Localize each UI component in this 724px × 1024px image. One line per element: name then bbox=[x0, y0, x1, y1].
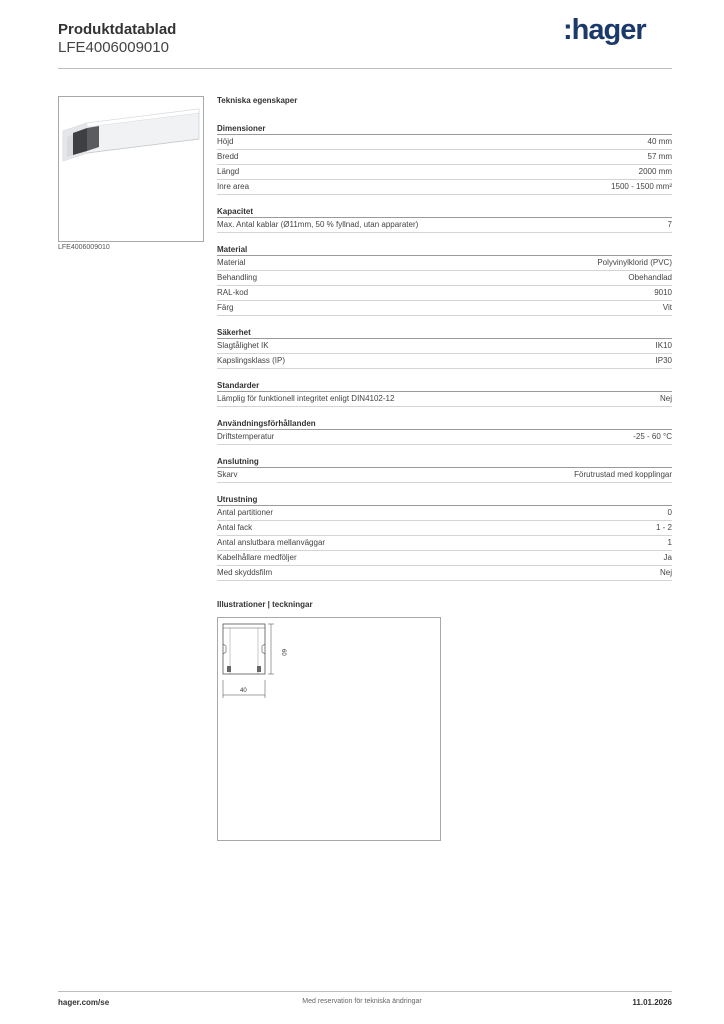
spec-value: 7 bbox=[667, 220, 672, 229]
spec-value: 1 bbox=[667, 538, 672, 547]
spec-group-title: Säkerhet bbox=[217, 327, 672, 339]
profile-drawing-icon bbox=[218, 618, 440, 840]
spec-row bbox=[217, 271, 672, 286]
spec-row bbox=[217, 256, 672, 271]
spec-value: IP30 bbox=[655, 356, 672, 365]
header-divider bbox=[58, 68, 672, 69]
spec-group-dimensions bbox=[217, 123, 672, 195]
spec-value: Ja bbox=[663, 553, 672, 562]
spec-value: 1500 - 1500 mm² bbox=[611, 182, 672, 191]
spec-row bbox=[217, 506, 672, 521]
spec-value: 2000 mm bbox=[638, 167, 672, 176]
spec-row bbox=[217, 301, 672, 316]
spec-label: Material bbox=[217, 258, 246, 267]
spec-value: Polyvinylklorid (PVC) bbox=[597, 258, 672, 267]
spec-group-title: Utrustning bbox=[217, 494, 672, 506]
spec-value: 40 mm bbox=[647, 137, 672, 146]
spec-label: Antal partitioner bbox=[217, 508, 274, 517]
spec-group-capacity bbox=[217, 206, 672, 233]
spec-value: Nej bbox=[659, 568, 672, 577]
spec-row bbox=[217, 430, 672, 445]
spec-label: Kapslingsklass (IP) bbox=[217, 356, 286, 365]
spec-row bbox=[217, 521, 672, 536]
spec-row bbox=[217, 150, 672, 165]
technical-drawing bbox=[217, 617, 441, 841]
spec-label: Slagtålighet IK bbox=[217, 341, 269, 350]
spec-label: Max. Antal kablar (Ø11mm, 50 % fyllnad, utan apparater) bbox=[217, 220, 419, 229]
spec-label: Kabelhållare medföljer bbox=[217, 553, 297, 562]
spec-label: Längd bbox=[217, 167, 240, 176]
spec-row bbox=[217, 551, 672, 566]
spec-row bbox=[217, 392, 672, 407]
footer-date: 11.01.2026 bbox=[632, 998, 672, 1007]
spec-row bbox=[217, 286, 672, 301]
spec-group-material bbox=[217, 244, 672, 316]
spec-value: Förutrustad med kopplingar bbox=[574, 470, 672, 479]
spec-value: Obehandlad bbox=[628, 273, 672, 282]
product-code: LFE4006009010 bbox=[58, 39, 169, 56]
spec-label: Behandling bbox=[217, 273, 258, 282]
spec-group-equipment bbox=[217, 494, 672, 581]
spec-label: Antal fack bbox=[217, 523, 253, 532]
spec-label: Inre area bbox=[217, 182, 250, 191]
spec-group-safety bbox=[217, 327, 672, 369]
specs-heading: Tekniska egenskaper bbox=[217, 96, 298, 105]
spec-value: Vit bbox=[662, 303, 672, 312]
spec-row bbox=[217, 536, 672, 551]
spec-group-connection bbox=[217, 456, 672, 483]
spec-row bbox=[217, 339, 672, 354]
spec-row bbox=[217, 468, 672, 483]
spec-value: 0 bbox=[667, 508, 672, 517]
spec-label: RAL-kod bbox=[217, 288, 249, 297]
product-image bbox=[58, 96, 204, 242]
footer-divider bbox=[58, 991, 672, 992]
spec-label: Med skyddsfilm bbox=[217, 568, 273, 577]
footer-disclaimer: Med reservation för tekniska ändringar bbox=[302, 998, 422, 1005]
spec-group-title: Material bbox=[217, 244, 672, 256]
spec-group-title: Användningsförhållanden bbox=[217, 418, 672, 430]
spec-row bbox=[217, 566, 672, 581]
spec-value: -25 - 60 °C bbox=[633, 432, 672, 441]
spec-group-title: Anslutning bbox=[217, 456, 672, 468]
page-title: Produktdatablad bbox=[58, 21, 177, 38]
footer-website-link[interactable]: hager.com/se bbox=[58, 998, 110, 1007]
spec-value: 1 - 2 bbox=[655, 523, 672, 532]
spec-group-standards bbox=[217, 380, 672, 407]
spec-label: Färg bbox=[217, 303, 234, 312]
spec-label: Höjd bbox=[217, 137, 234, 146]
spec-group-title: Dimensioner bbox=[217, 123, 672, 135]
spec-row bbox=[217, 218, 672, 233]
spec-group-conditions bbox=[217, 418, 672, 445]
technical-specs bbox=[217, 96, 672, 592]
spec-row bbox=[217, 135, 672, 150]
spec-value: IK10 bbox=[655, 341, 672, 350]
spec-row bbox=[217, 180, 672, 195]
product-image-caption: LFE4006009010 bbox=[58, 244, 110, 251]
spec-value: 57 mm bbox=[647, 152, 672, 161]
spec-row bbox=[217, 354, 672, 369]
cable-trunking-icon bbox=[59, 97, 203, 241]
illustrations-heading: Illustrationer | teckningar bbox=[217, 600, 313, 609]
height-dimension-label: 60 bbox=[280, 649, 286, 656]
spec-row bbox=[217, 165, 672, 180]
spec-value: 9010 bbox=[654, 288, 672, 297]
width-dimension-label: 40 bbox=[240, 688, 247, 694]
spec-label: Driftstemperatur bbox=[217, 432, 275, 441]
spec-label: Lämplig för funktionell integritet enligt DIN4102-12 bbox=[217, 394, 395, 403]
spec-group-title: Kapacitet bbox=[217, 206, 672, 218]
spec-label: Skarv bbox=[217, 470, 238, 479]
spec-label: Bredd bbox=[217, 152, 239, 161]
spec-value: Nej bbox=[659, 394, 672, 403]
spec-group-title: Standarder bbox=[217, 380, 672, 392]
spec-label: Antal anslutbara mellanväggar bbox=[217, 538, 326, 547]
hager-logo: :hager bbox=[563, 14, 646, 46]
